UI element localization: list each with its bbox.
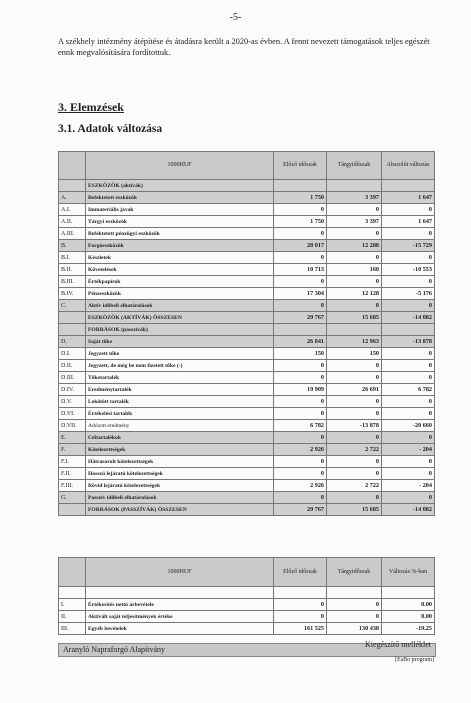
row-code: D.V. <box>59 396 86 408</box>
table-row <box>59 204 435 216</box>
change-value: 1 647 <box>382 192 435 204</box>
current-period-value: 0 <box>327 456 382 468</box>
table-row <box>59 300 435 312</box>
table-row <box>59 180 435 192</box>
row-code <box>59 324 86 336</box>
table-row <box>59 312 435 324</box>
row-code: III. <box>59 623 86 635</box>
previous-period-value: 0 <box>274 228 327 240</box>
previous-period-value: 0 <box>274 204 327 216</box>
change-value: 0 <box>382 300 435 312</box>
row-code: D.VII. <box>59 420 86 432</box>
previous-period-value: 17 304 <box>274 288 327 300</box>
previous-period-value: 0 <box>274 372 327 384</box>
previous-period-value: 0 <box>274 276 327 288</box>
change-value: - 204 <box>382 444 435 456</box>
row-label: Rövid lejáratú kötelezettségek <box>86 480 274 492</box>
previous-period-value: 2 926 <box>274 444 327 456</box>
row-code: A.III. <box>59 228 86 240</box>
table-row <box>59 396 435 408</box>
row-code: B.II. <box>59 264 86 276</box>
change-value: 0 <box>382 468 435 480</box>
row-label: Immateriális javak <box>86 204 274 216</box>
previous-period-value: 0 <box>274 492 327 504</box>
row-code: C. <box>59 300 86 312</box>
row-label: Pénzeszközök <box>86 288 274 300</box>
previous-period-value: 10 713 <box>274 264 327 276</box>
row-code: B.I. <box>59 252 86 264</box>
current-period-value: 12 128 <box>327 288 382 300</box>
table-row <box>59 480 435 492</box>
row-code: A.I. <box>59 204 86 216</box>
change-value <box>382 587 435 599</box>
current-period-value: 0 <box>327 204 382 216</box>
table-header-cell: Tárgyidőszak <box>327 558 382 587</box>
row-code: D.III. <box>59 372 86 384</box>
change-value: 6 782 <box>382 384 435 396</box>
table-row <box>59 372 435 384</box>
row-label: FORRÁSOK (passzívák) <box>86 324 274 336</box>
row-label: Értékesítés nettó árbevétele <box>86 599 274 611</box>
row-label: Saját tőke <box>86 336 274 348</box>
current-period-value: 0 <box>327 228 382 240</box>
change-value: -14 082 <box>382 504 435 516</box>
table-row <box>59 360 435 372</box>
row-code: B.IV. <box>59 288 86 300</box>
table-row <box>59 587 435 599</box>
row-label: Jegyzett tőke <box>86 348 274 360</box>
previous-period-value: 0 <box>274 468 327 480</box>
change-value: 0 <box>382 276 435 288</box>
table-row <box>59 504 435 516</box>
table-row <box>59 324 435 336</box>
current-period-value <box>327 324 382 336</box>
change-value: 0.00 <box>382 611 435 623</box>
row-label: Egyéb bevételek <box>86 623 274 635</box>
table-header-cell: Változás %-ban <box>382 558 435 587</box>
current-period-value: 0 <box>327 432 382 444</box>
table-row <box>59 336 435 348</box>
row-code <box>59 587 86 599</box>
previous-period-value: 0 <box>274 252 327 264</box>
current-period-value: 160 <box>327 264 382 276</box>
table-row <box>59 492 435 504</box>
row-label: Aktivált saját teljesítmények értéke <box>86 611 274 623</box>
current-period-value: 2 722 <box>327 480 382 492</box>
previous-period-value: 0 <box>274 300 327 312</box>
change-value: -10 553 <box>382 264 435 276</box>
table-header-row <box>59 558 435 587</box>
intro-paragraph: A székhely intézmény átépítése és átadásra került a 2020-as évben. A fennt nevezett támogatások teljes egészét ennk megvalósítására fordítottuk. <box>58 37 430 57</box>
previous-period-value: 0 <box>274 408 327 420</box>
change-value <box>382 324 435 336</box>
table-header-cell: 1000HUF <box>86 558 274 587</box>
table-row <box>59 288 435 300</box>
table-row <box>59 444 435 456</box>
previous-period-value: 29 767 <box>274 312 327 324</box>
table-header-cell: Előző időszak <box>274 152 327 180</box>
row-code: E. <box>59 432 86 444</box>
footer-bar <box>58 640 436 657</box>
row-label: Értékelési tartalék <box>86 408 274 420</box>
current-period-value: 0 <box>327 300 382 312</box>
row-code: F. <box>59 444 86 456</box>
row-label: Tárgyi eszközök <box>86 216 274 228</box>
current-period-value: 0 <box>327 360 382 372</box>
change-value: 0.00 <box>382 599 435 611</box>
row-code: D.I. <box>59 348 86 360</box>
row-code: II. <box>59 611 86 623</box>
table-header-cell <box>59 152 86 180</box>
row-label: Aktív időbeli elhatárolások <box>86 300 274 312</box>
change-value: - 204 <box>382 480 435 492</box>
row-label: Befektetett pénzügyi eszközök <box>86 228 274 240</box>
current-period-value: 12 288 <box>327 240 382 252</box>
row-label: Lekötött tartalék <box>86 396 274 408</box>
change-value: 0 <box>382 372 435 384</box>
previous-period-value: 26 841 <box>274 336 327 348</box>
row-label: Készletek <box>86 252 274 264</box>
table-row <box>59 456 435 468</box>
row-code: A.II. <box>59 216 86 228</box>
balance-sheet-table <box>58 151 435 516</box>
table-header-row <box>59 152 435 180</box>
table-row <box>59 228 435 240</box>
row-label: Kötelezettségek <box>86 444 274 456</box>
row-code: F.III. <box>59 480 86 492</box>
row-label: Eredménytartalék <box>86 384 274 396</box>
row-code: B. <box>59 240 86 252</box>
current-period-value: 0 <box>327 276 382 288</box>
previous-period-value: 2 926 <box>274 480 327 492</box>
current-period-value: 15 685 <box>327 504 382 516</box>
change-value: 0 <box>382 228 435 240</box>
previous-period-value <box>274 324 327 336</box>
previous-period-value: 1 750 <box>274 192 327 204</box>
previous-period-value: 19 909 <box>274 384 327 396</box>
row-label: ESZKÖZÖK (aktívák) <box>86 180 274 192</box>
current-period-value: 0 <box>327 372 382 384</box>
previous-period-value: 0 <box>274 611 327 623</box>
row-label: Céltartalékok <box>86 432 274 444</box>
change-value <box>382 180 435 192</box>
current-period-value: 0 <box>327 408 382 420</box>
current-period-value: 0 <box>327 611 382 623</box>
current-period-value: 26 691 <box>327 384 382 396</box>
table-header-cell: Abszolút változás <box>382 152 435 180</box>
table-row <box>59 264 435 276</box>
current-period-value: -13 878 <box>327 420 382 432</box>
current-period-value: 3 397 <box>327 192 382 204</box>
row-code <box>59 180 86 192</box>
row-code: F.I. <box>59 456 86 468</box>
change-value: 0 <box>382 456 435 468</box>
change-value: 0 <box>382 492 435 504</box>
table-row <box>59 408 435 420</box>
current-period-value: 0 <box>327 468 382 480</box>
current-period-value: 0 <box>327 396 382 408</box>
change-value: -20 660 <box>382 420 435 432</box>
current-period-value: 3 397 <box>327 216 382 228</box>
previous-period-value <box>274 180 327 192</box>
previous-period-value: 150 <box>274 348 327 360</box>
row-label: FORRÁSOK (PASSZÍVÁK) ÖSSZESEN <box>86 504 274 516</box>
current-period-value: 12 963 <box>327 336 382 348</box>
previous-period-value: 28 017 <box>274 240 327 252</box>
table-row <box>59 216 435 228</box>
table-row <box>59 468 435 480</box>
footer-program: [EsBo program] <box>395 657 434 663</box>
table-row <box>59 611 435 623</box>
table-row <box>59 192 435 204</box>
row-code: B.III. <box>59 276 86 288</box>
row-code: D.IV. <box>59 384 86 396</box>
change-value: -14 082 <box>382 312 435 324</box>
table-header-cell: 1000HUF <box>86 152 274 180</box>
change-value: 0 <box>382 252 435 264</box>
table-row <box>59 252 435 264</box>
current-period-value: 0 <box>327 252 382 264</box>
current-period-value: 2 722 <box>327 444 382 456</box>
table-row <box>59 348 435 360</box>
change-value: 0 <box>382 396 435 408</box>
change-value: 0 <box>382 408 435 420</box>
row-code: D.VI. <box>59 408 86 420</box>
table-header-cell <box>59 558 86 587</box>
row-label: Értékpapírok <box>86 276 274 288</box>
row-code: F.II. <box>59 468 86 480</box>
change-value: 1 647 <box>382 216 435 228</box>
previous-period-value: 161 525 <box>274 623 327 635</box>
previous-period-value: 0 <box>274 360 327 372</box>
row-label: Követelések <box>86 264 274 276</box>
table-row <box>59 384 435 396</box>
row-label: Adózott eredmény <box>86 420 274 432</box>
change-value: -19.25 <box>382 623 435 635</box>
table-row <box>59 623 435 635</box>
change-value: 0 <box>382 432 435 444</box>
row-code: I. <box>59 599 86 611</box>
subsection-title: 3.1. Adatok változása <box>58 123 163 135</box>
row-label: Passzív időbeli elhatárolások <box>86 492 274 504</box>
previous-period-value: 1 750 <box>274 216 327 228</box>
previous-period-value: 0 <box>274 432 327 444</box>
table-header-cell: Előző időszak <box>274 558 327 587</box>
row-label: Jegyzett, de még be nem fizetett tőke (-) <box>86 360 274 372</box>
current-period-value: 0 <box>327 599 382 611</box>
previous-period-value: 29 767 <box>274 504 327 516</box>
current-period-value <box>327 180 382 192</box>
table-row <box>59 276 435 288</box>
page-number: -5- <box>229 12 242 23</box>
row-label: Tőketartalék <box>86 372 274 384</box>
table-row <box>59 240 435 252</box>
current-period-value: 0 <box>327 492 382 504</box>
footer-organization: Aranyló Napraforgó Alapítvány <box>63 645 166 654</box>
previous-period-value <box>274 587 327 599</box>
table-row <box>59 432 435 444</box>
row-label: Hosszú lejáratú kötelezettségek <box>86 468 274 480</box>
row-code: D.II. <box>59 360 86 372</box>
change-value: -13 878 <box>382 336 435 348</box>
table-row <box>59 420 435 432</box>
change-value: -15 729 <box>382 240 435 252</box>
row-code: A. <box>59 192 86 204</box>
row-code: D. <box>59 336 86 348</box>
row-label: ESZKÖZÖK (AKTÍVÁK) ÖSSZESEN <box>86 312 274 324</box>
previous-period-value: 0 <box>274 396 327 408</box>
current-period-value: 150 <box>327 348 382 360</box>
previous-period-value: 0 <box>274 456 327 468</box>
table-header-cell: Tárgyidőszak <box>327 152 382 180</box>
current-period-value <box>327 587 382 599</box>
change-value: 0 <box>382 348 435 360</box>
section-title: 3. Elemzések <box>58 100 124 114</box>
change-value: 0 <box>382 360 435 372</box>
row-code <box>59 504 86 516</box>
row-label <box>86 587 274 599</box>
row-code <box>59 312 86 324</box>
previous-period-value: 0 <box>274 599 327 611</box>
row-label: Hátrasorolt kötelezettségek <box>86 456 274 468</box>
change-value: -5 176 <box>382 288 435 300</box>
previous-period-value: 6 782 <box>274 420 327 432</box>
row-label: Forgóeszközök <box>86 240 274 252</box>
current-period-value: 130 438 <box>327 623 382 635</box>
footer-annex-label: Kiegészítő melléklet <box>365 640 431 649</box>
change-value: 0 <box>382 204 435 216</box>
row-label: Befektetett eszközök <box>86 192 274 204</box>
row-code: G. <box>59 492 86 504</box>
current-period-value: 15 685 <box>327 312 382 324</box>
table-row <box>59 599 435 611</box>
income-table <box>58 557 435 635</box>
